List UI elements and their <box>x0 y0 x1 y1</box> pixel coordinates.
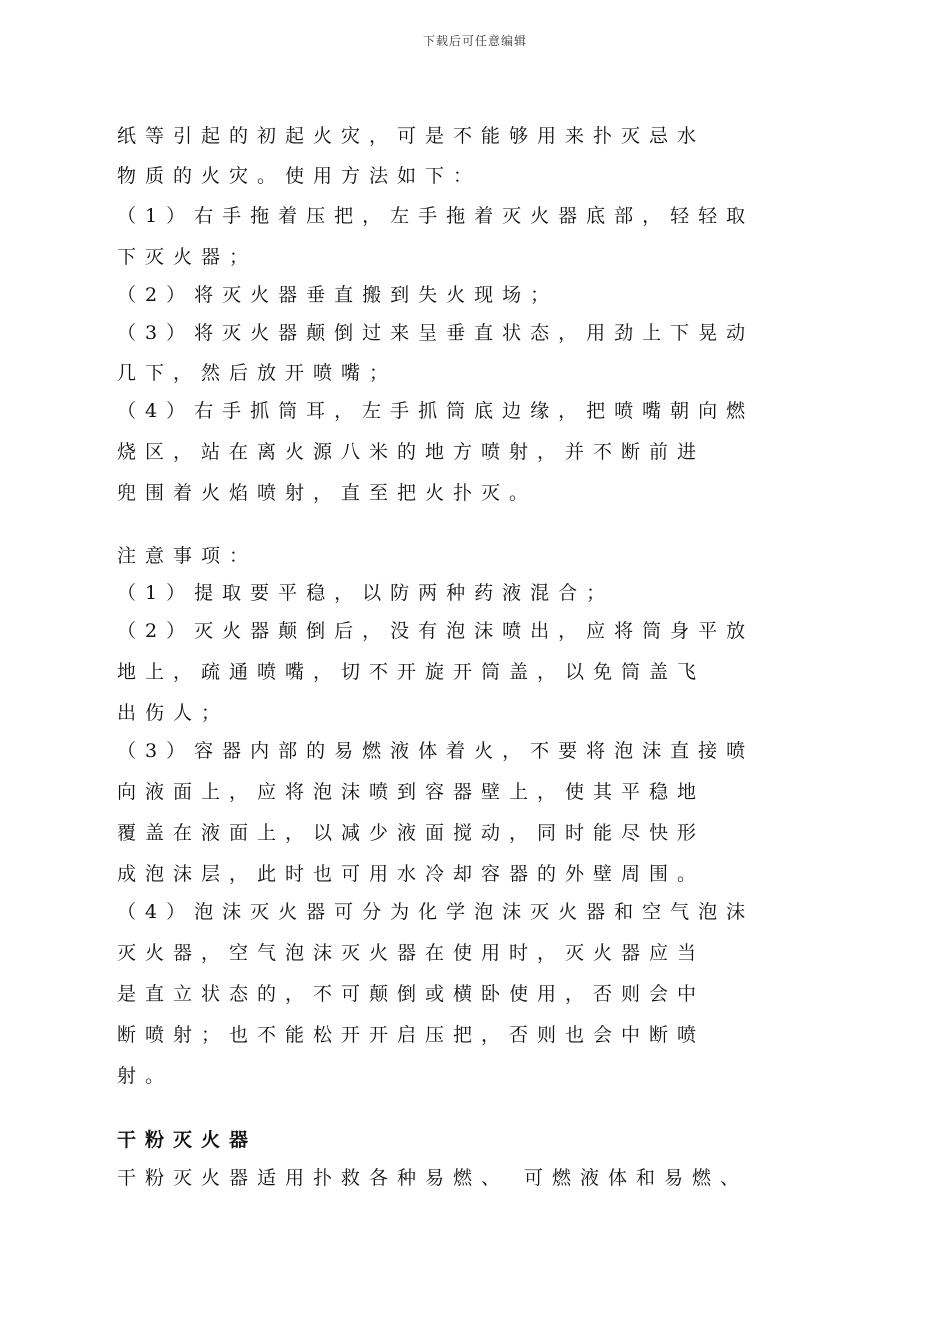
body-line: （3）容器内部的易燃液体着火，不要将泡沫直接喷 <box>117 740 755 762</box>
body-line: 烧区，站在离火源八米的地方喷射，并不断前进 <box>117 441 706 463</box>
body-line: （2）将灭火器垂直搬到失火现场； <box>117 284 559 306</box>
body-line: 出伤人； <box>117 702 230 724</box>
body-line: 覆盖在液面上，以减少液面搅动，同时能尽快形 <box>117 822 706 844</box>
body-line: 灭火器，空气泡沫灭火器在使用时，灭火器应当 <box>117 942 706 964</box>
page-header: 下载后可任意编辑 <box>422 34 527 48</box>
body-line: （2）灭火器颠倒后，没有泡沫喷出，应将筒身平放 <box>117 620 755 642</box>
body-line: （1）提取要平稳，以防两种药液混合； <box>117 582 615 604</box>
body-line: 几下，然后放开喷嘴； <box>117 362 398 384</box>
body-line: （4）右手抓筒耳，左手抓筒底边缘，把喷嘴朝向燃 <box>117 400 755 422</box>
body-line: 射。 <box>117 1065 174 1087</box>
body-line: 兜围着火焰喷射，直至把火扑灭。 <box>117 482 538 504</box>
section-label-notes: 注意事项： <box>117 545 258 567</box>
body-line: 向液面上，应将泡沫喷到容器壁上，使其平稳地 <box>117 781 706 803</box>
body-line: 干粉灭火器适用扑救各种易燃、 可燃液体和易燃、 <box>117 1167 749 1189</box>
body-line: （1）右手拖着压把，左手拖着灭火器底部，轻轻取 <box>117 205 755 227</box>
body-line: 下灭火器； <box>117 246 258 268</box>
body-line: 断喷射；也不能松开开启压把，否则也会中断喷 <box>117 1024 706 1046</box>
section-heading: 干粉灭火器 <box>117 1129 258 1151</box>
body-line: 纸等引起的初起火灾，可是不能够用来扑灭忌水 <box>117 125 706 147</box>
body-line: （3）将灭火器颠倒过来呈垂直状态，用劲上下晃动 <box>117 322 755 344</box>
body-line: 是直立状态的，不可颠倒或横卧使用，否则会中 <box>117 983 706 1005</box>
body-line: 物质的火灾。使用方法如下： <box>117 165 482 187</box>
body-line: 成泡沫层，此时也可用水冷却容器的外壁周围。 <box>117 863 706 885</box>
body-line: 地上，疏通喷嘴，切不开旋开筒盖，以免筒盖飞 <box>117 661 706 683</box>
body-line: （4）泡沫灭火器可分为化学泡沫灭火器和空气泡沫 <box>117 901 755 923</box>
